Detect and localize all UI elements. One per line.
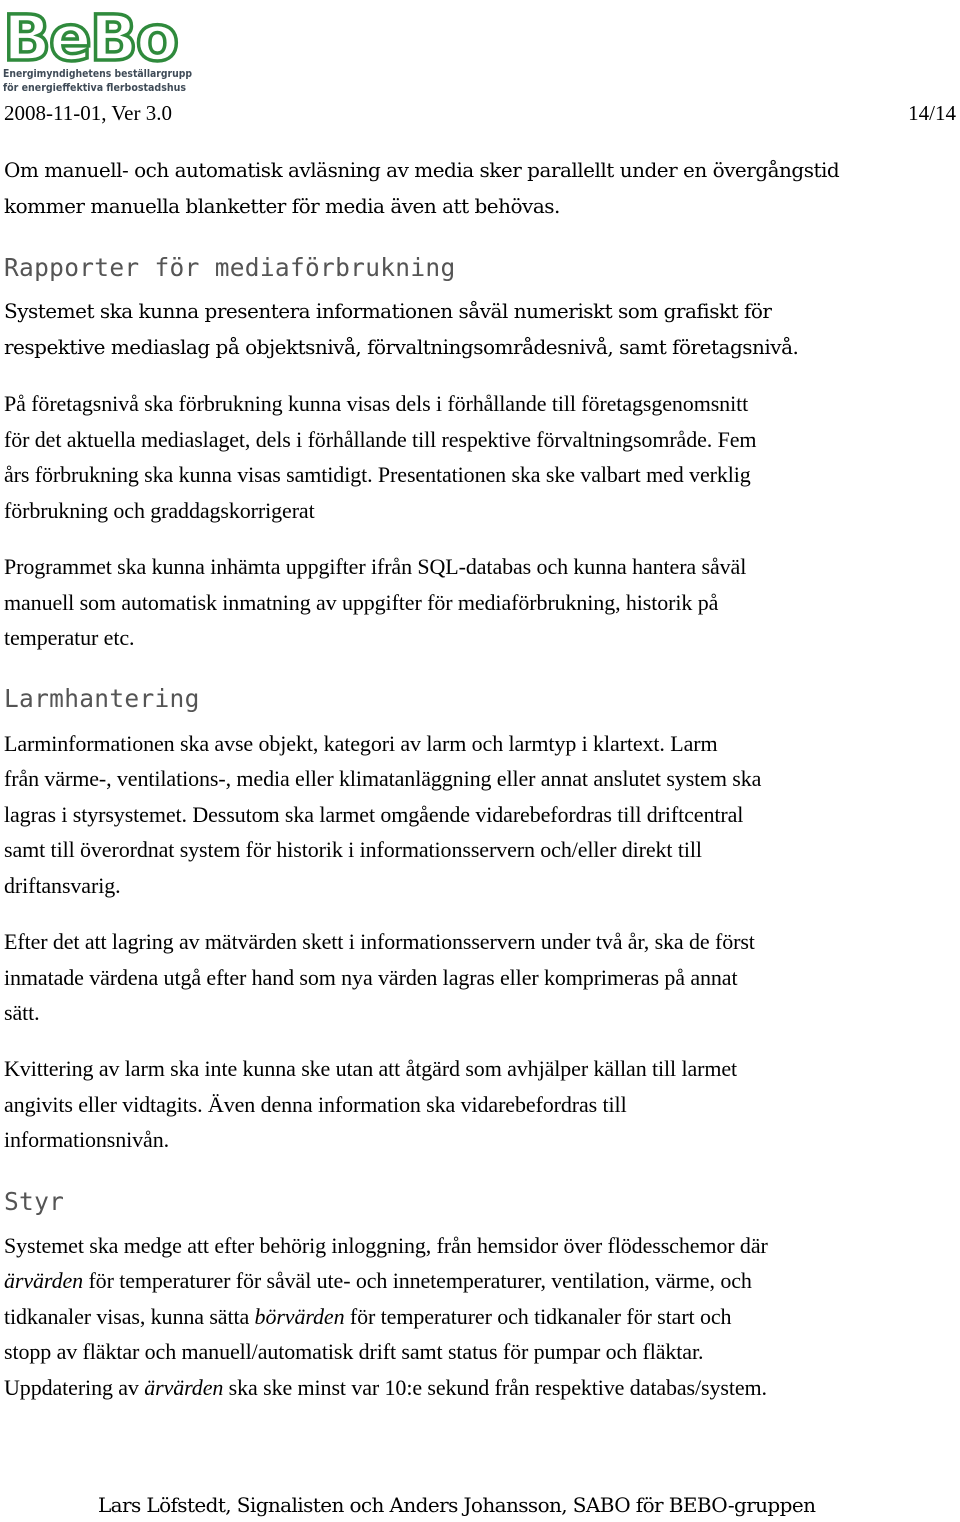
text-run: för temperaturer för såväl ute- och innetemperaturer, ventilation, värme, och xyxy=(83,1268,752,1293)
text-line: Systemet ska medge att efter behörig inloggning, från hemsidor över flödesschemor där xyxy=(4,1233,768,1258)
text-line: förbrukning och graddagskorrigerat xyxy=(4,498,315,523)
page-footer: Lars Löfstedt, Signalisten och Anders Johansson, SABO för BEBO-gruppen xyxy=(98,1493,816,1517)
text-line: respektive mediaslag på objektsnivå, förvaltningsområdesnivå, samt företagsnivå. xyxy=(4,335,799,359)
logo-tagline-2: för energieffektiva flerbostadshus xyxy=(3,82,186,94)
text-line: Om manuell- och automatisk avläsning av media sker parallellt under en övergångstid xyxy=(4,158,840,182)
text-run: ska ske minst var 10:e sekund från respektive databas/system. xyxy=(223,1375,767,1400)
section-heading-reports: Rapporter för mediaförbrukning xyxy=(4,253,456,282)
text-line: för det aktuella mediaslaget, dels i förhållande till respektive förvaltningsområde. Fem xyxy=(4,427,757,452)
term-arvarden: ärvärden xyxy=(144,1375,224,1400)
text-line: manuell som automatisk inmatning av uppgifter för mediaförbrukning, historik på xyxy=(4,590,719,615)
section-heading-alarm: Larmhantering xyxy=(4,684,200,713)
text-line: temperatur etc. xyxy=(4,625,135,650)
text-run: för temperaturer och tidkanaler för start och xyxy=(344,1304,732,1329)
logo-letters: BeBo xyxy=(3,2,178,75)
logo-tagline-1: Energimyndighetens beställargrupp xyxy=(3,68,193,80)
text-line xyxy=(4,1263,752,1299)
text-line xyxy=(4,1370,767,1406)
text-line: Systemet ska kunna presentera informationen såväl numeriskt som grafiskt för xyxy=(4,299,772,323)
document-header xyxy=(4,98,956,128)
term-borvarden: börvärden xyxy=(254,1304,345,1329)
text-line: från värme-, ventilations-, media eller klimatanläggning eller annat anslutet system ska xyxy=(4,766,762,791)
text-line: års förbrukning ska kunna visas samtidigt. Presentationen ska ske valbart med verklig xyxy=(4,462,751,487)
text-line: samt till överordnat system för historik i informationsservern och/eller direkt till xyxy=(4,837,702,862)
bebo-logo xyxy=(2,2,194,94)
page-number: 14/14 xyxy=(908,101,956,125)
text-line: kommer manuella blanketter för media även att behövas. xyxy=(4,194,560,218)
text-line xyxy=(4,1299,731,1335)
document-date-version: 2008-11-01, Ver 3.0 xyxy=(4,101,172,125)
text-run: Uppdatering av xyxy=(4,1375,145,1400)
text-run: tidkanaler visas, kunna sätta xyxy=(4,1304,255,1329)
text-line: stopp av fläktar och manuell/automatisk drift samt status för pumpar och fläktar. xyxy=(4,1339,704,1364)
text-line: lagras i styrsystemet. Dessutom ska larmet omgående vidarebefordras till driftcentral xyxy=(4,802,744,827)
text-line: angivits eller vidtagits. Även denna information ska vidarebefordras till xyxy=(4,1092,627,1117)
section-heading-control: Styr xyxy=(4,1187,65,1216)
text-line: På företagsnivå ska förbrukning kunna visas dels i förhållande till företagsgenomsnitt xyxy=(4,391,749,416)
text-line: sätt. xyxy=(4,1000,40,1025)
bebo-logo-graphic xyxy=(2,2,194,94)
text-line: informationsnivån. xyxy=(4,1127,170,1152)
text-line: inmatade värdena utgå efter hand som nya värden lagras eller komprimeras på annat xyxy=(4,965,738,990)
text-line: Larminformationen ska avse objekt, kategori av larm och larmtyp i klartext. Larm xyxy=(4,731,718,756)
text-line: driftansvarig. xyxy=(4,873,121,898)
term-arvarden: ärvärden xyxy=(4,1268,84,1293)
text-line: Kvittering av larm ska inte kunna ske utan att åtgärd som avhjälper källan till larmet xyxy=(4,1056,738,1081)
text-line: Efter det att lagring av mätvärden skett i informationsservern under två år, ska de först xyxy=(4,929,755,954)
text-line: Programmet ska kunna inhämta uppgifter ifrån SQL-databas och kunna hantera såväl xyxy=(4,554,747,579)
